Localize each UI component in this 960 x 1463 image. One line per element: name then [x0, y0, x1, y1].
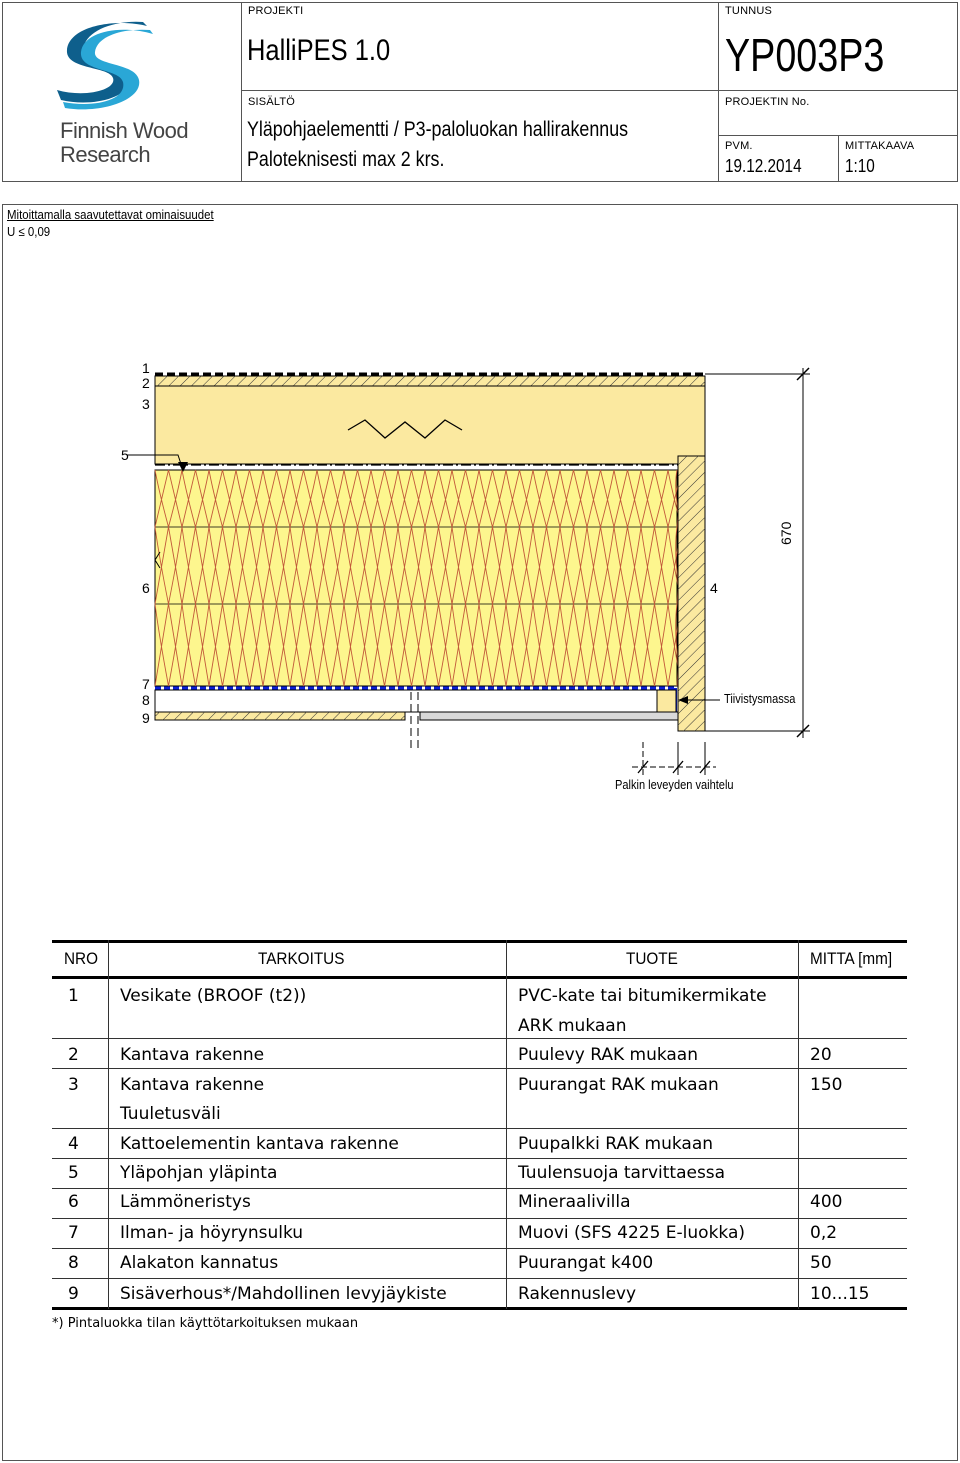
layer-9-lining — [155, 712, 678, 720]
content-label: SISÄLTÖ — [248, 96, 296, 108]
row-3-product: Puurangat RAK mukaan — [518, 1075, 719, 1095]
row-9-product: Rakennuslevy — [518, 1284, 637, 1304]
row-8-nro: 8 — [68, 1253, 79, 1273]
row-8-size: 50 — [810, 1253, 832, 1273]
u-value: U ≤ 0,09 — [7, 224, 51, 239]
dimension-label-670: 670 — [778, 521, 794, 545]
callout-1: 1 — [142, 360, 150, 376]
material-table — [52, 940, 907, 1312]
layer-8-battens — [155, 690, 676, 712]
row-separator — [52, 1218, 907, 1219]
row-separator — [52, 1128, 907, 1129]
layer-2-board — [155, 376, 705, 386]
table-col-divider-1 — [108, 940, 109, 1309]
row-4-purpose: Kattoelementin kantava rakenne — [120, 1134, 399, 1154]
project-value: HalliPES 1.0 — [247, 34, 391, 67]
callout-5: 5 — [121, 447, 129, 463]
content-line2: Paloteknisesti max 2 krs. — [247, 148, 445, 171]
code-value: YP003P3 — [725, 29, 885, 81]
row-separator — [52, 1068, 907, 1069]
project-no-label: PROJEKTIN No. — [725, 96, 810, 108]
width-variation-dims — [632, 742, 716, 775]
row-separator — [52, 1038, 907, 1039]
header-nro: NRO — [64, 949, 99, 968]
date-value: 19.12.2014 — [725, 156, 802, 176]
row-5-product: Tuulensuoja tarvittaessa — [518, 1163, 726, 1183]
row-3-size: 150 — [810, 1075, 843, 1095]
header-purpose: TARKOITUS — [258, 949, 345, 968]
row-8-purpose: Alakaton kannatus — [120, 1253, 279, 1273]
code-label: TUNNUS — [725, 5, 773, 17]
row-1-nro: 1 — [68, 986, 79, 1006]
row-separator — [52, 1158, 907, 1159]
row-9-purpose: Sisäverhous*/Mahdollinen levyjäykiste — [120, 1284, 447, 1304]
seal-label: Tiivistysmassa — [724, 691, 796, 706]
row-2-size: 20 — [810, 1045, 832, 1065]
table-footnote: *) Pintaluokka tilan käyttötarkoituksen mukaan — [52, 1316, 359, 1331]
scale-value: 1:10 — [845, 156, 875, 176]
header-product: TUOTE — [626, 949, 678, 968]
table-col-divider-2 — [506, 940, 507, 1309]
row-7-size: 0,2 — [810, 1223, 838, 1243]
callout-2: 2 — [142, 375, 150, 391]
row-1-product: PVC-kate tai bitumikermikate — [518, 986, 767, 1006]
callout-3: 3 — [142, 396, 150, 412]
row-separator — [52, 1188, 907, 1189]
layer-6-insulation — [155, 470, 682, 686]
layer-4-beam — [678, 456, 705, 731]
width-note: Palkin leveyden vaihtelu — [615, 777, 734, 792]
dimension-670 — [705, 368, 810, 738]
row-separator — [52, 1278, 907, 1279]
logo-text-line1: Finnish Wood — [60, 118, 189, 143]
row-6-purpose: Lämmöneristys — [120, 1192, 251, 1212]
row-5-purpose: Yläpohjan yläpinta — [120, 1163, 278, 1183]
row-6-size: 400 — [810, 1192, 843, 1212]
row-5-nro: 5 — [68, 1163, 79, 1183]
callout-7: 7 — [142, 676, 150, 692]
row-3-nro: 3 — [68, 1075, 79, 1095]
content-line1: Yläpohjaelementti / P3-paloluokan hallirakennus — [247, 118, 629, 141]
row-9-size: 10...15 — [810, 1284, 870, 1304]
table-bottom-rule — [52, 1307, 907, 1310]
logo-text-line2: Research — [60, 142, 151, 167]
row-7-purpose: Ilman- ja höyrynsulku — [120, 1223, 304, 1243]
project-label: PROJEKTI — [248, 5, 304, 17]
row-9-nro: 9 — [68, 1284, 79, 1304]
table-col-divider-3 — [798, 940, 799, 1309]
callout-6: 6 — [142, 580, 150, 596]
callout-4: 4 — [710, 580, 718, 596]
row-2-purpose: Kantava rakenne — [120, 1045, 265, 1065]
row-1-purpose: Vesikate (BROOF (t2)) — [120, 986, 307, 1006]
table-top-rule — [52, 940, 907, 943]
row-4-nro: 4 — [68, 1134, 79, 1154]
row-2-product: Puulevy RAK mukaan — [518, 1045, 699, 1065]
row-4-product: Puupalkki RAK mukaan — [518, 1134, 714, 1154]
date-label: PVM. — [725, 140, 753, 152]
row-7-product: Muovi (SFS 4225 E-luokka) — [518, 1223, 746, 1243]
scale-label: MITTAKAAVA — [845, 140, 915, 152]
table-header-rule — [52, 976, 907, 979]
properties-title: Mitoittamalla saavutettavat ominaisuudet — [7, 207, 214, 222]
row-1-product-line2: ARK mukaan — [518, 1016, 627, 1036]
row-separator — [52, 1248, 907, 1249]
row-2-nro: 2 — [68, 1045, 79, 1065]
row-6-nro: 6 — [68, 1192, 79, 1212]
row-8-product: Puurangat k400 — [518, 1253, 654, 1273]
header-size: MITTA [mm] — [810, 949, 893, 968]
row-6-product: Mineraalivilla — [518, 1192, 631, 1212]
callout-9: 9 — [142, 710, 150, 726]
layer-3-ventilation — [155, 386, 705, 464]
callout-8: 8 — [142, 692, 150, 708]
row-3-purpose-line2: Tuuletusväli — [120, 1104, 221, 1124]
row-7-nro: 7 — [68, 1223, 79, 1243]
row-3-purpose: Kantava rakenne — [120, 1075, 265, 1095]
